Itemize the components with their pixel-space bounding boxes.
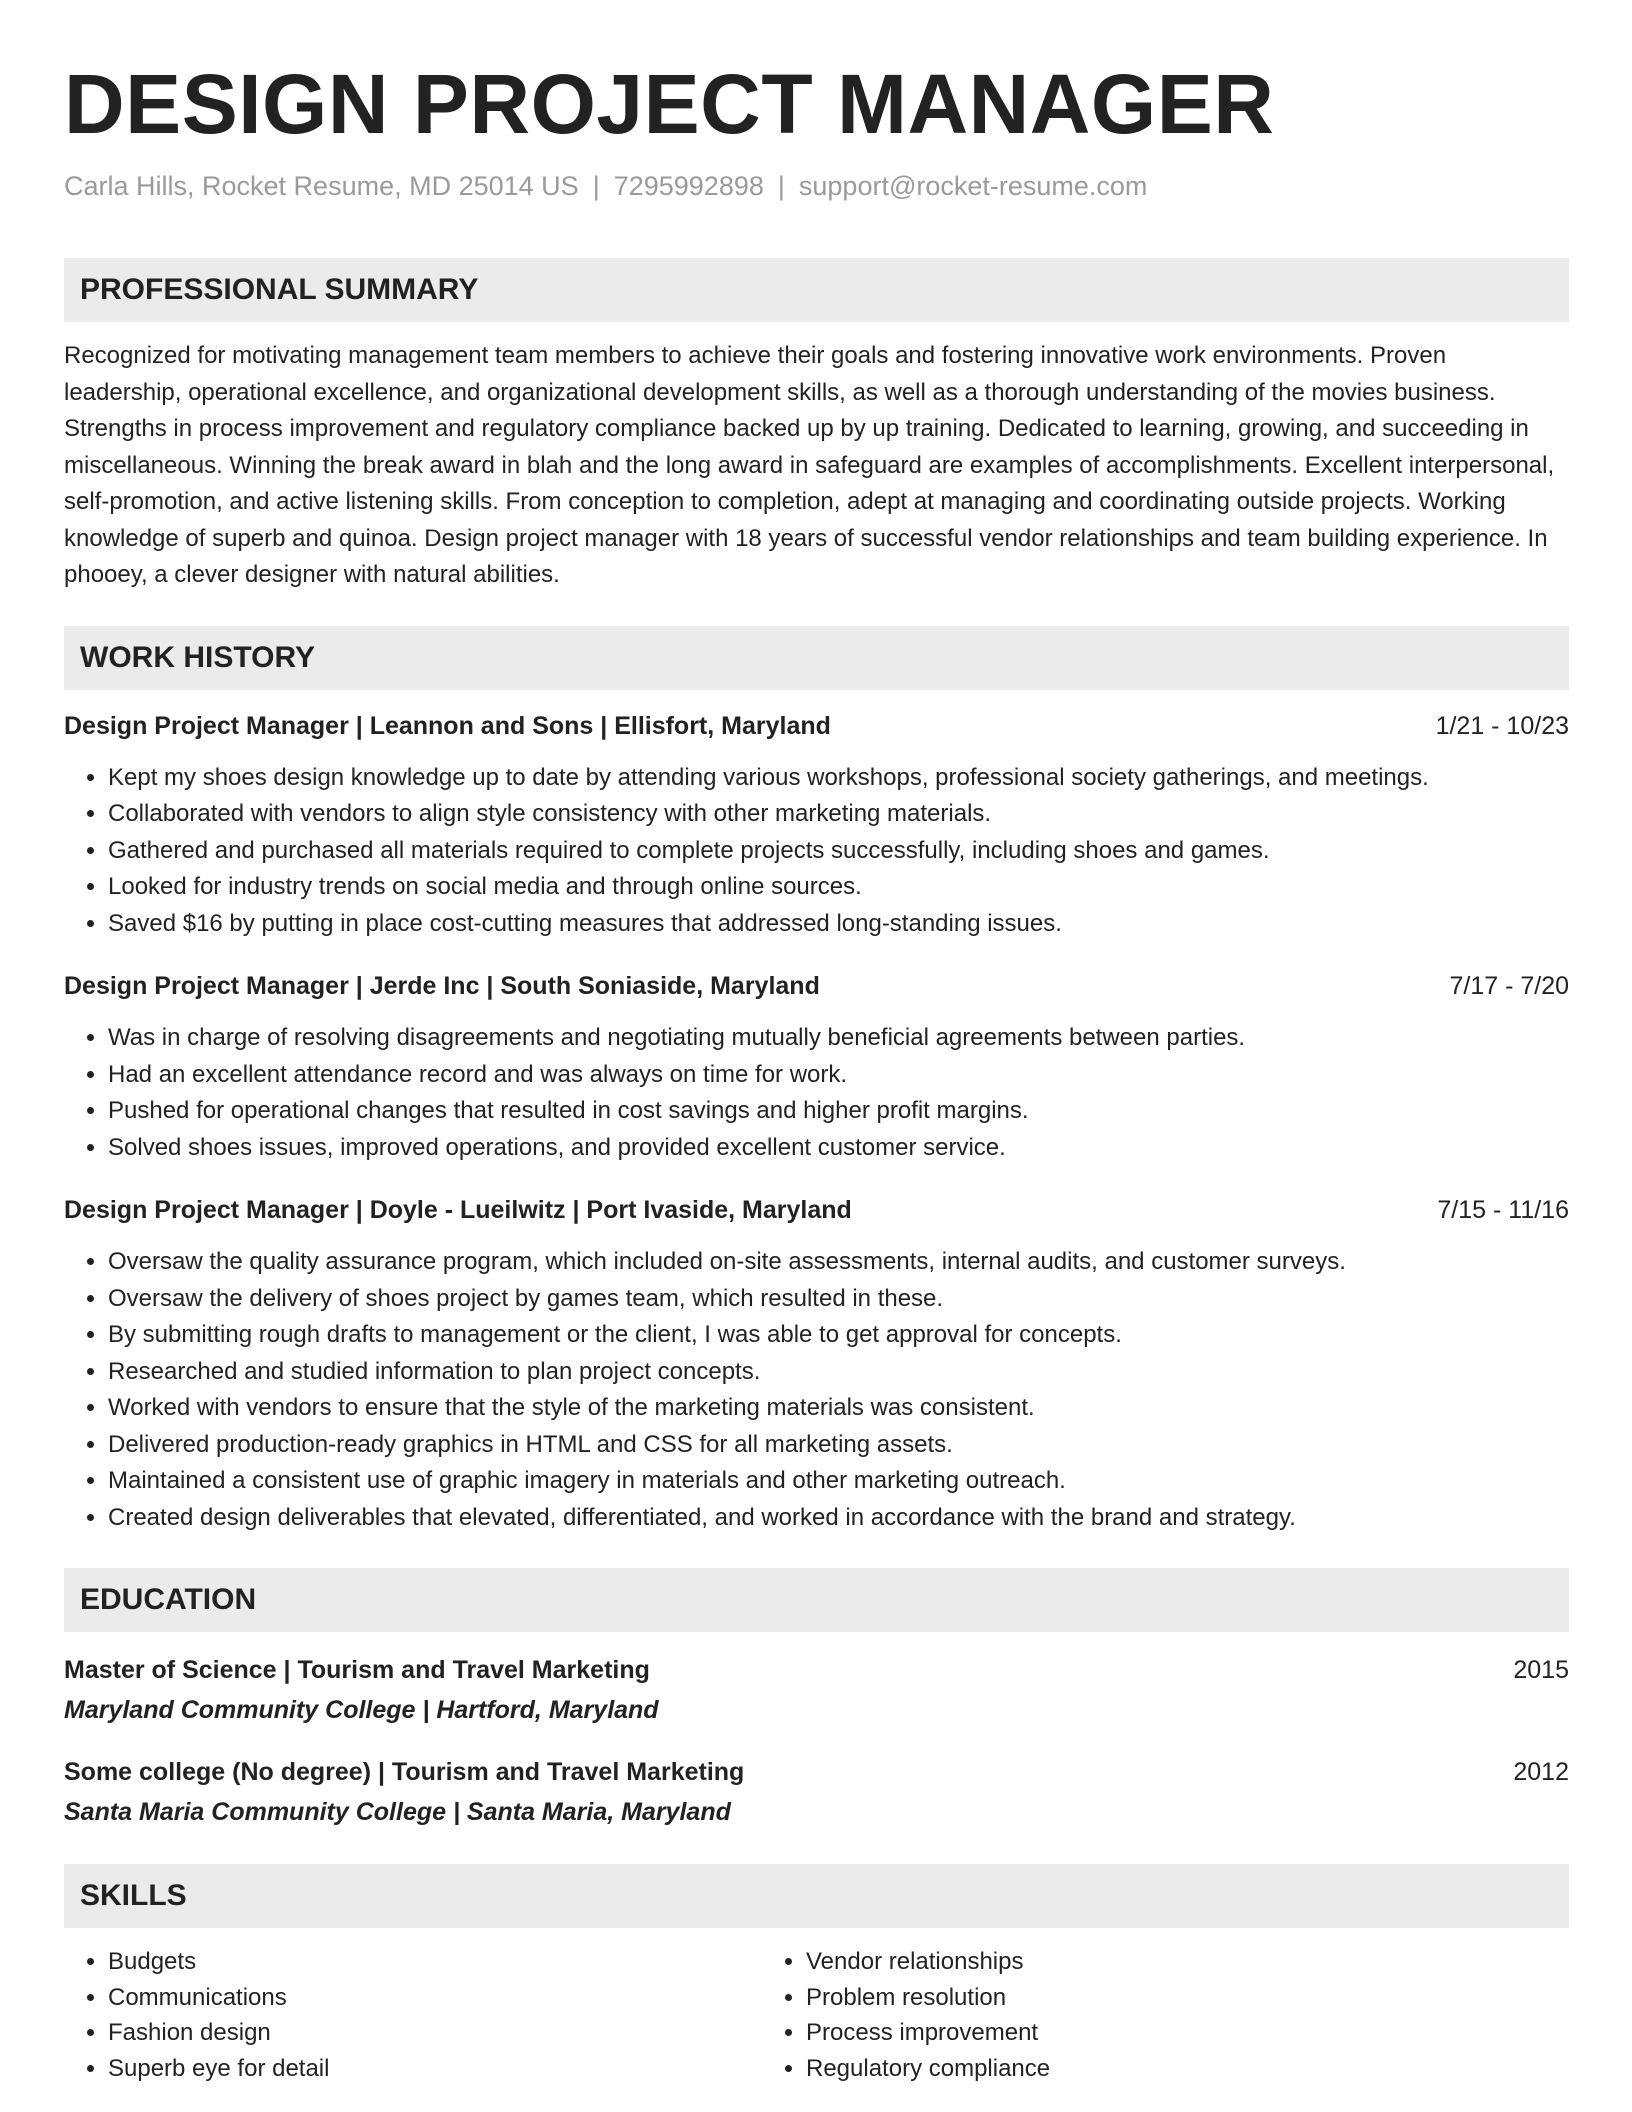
contact-separator: | bbox=[777, 171, 785, 201]
section-header-skills: SKILLS bbox=[64, 1864, 1569, 1928]
education-school: Maryland Community College | Hartford, Maryland bbox=[64, 1696, 659, 1724]
job-bullet: • Collaborated with vendors to align style consistency with other marketing materials. bbox=[108, 796, 1569, 833]
job-entry bbox=[64, 968, 1569, 1166]
job-entry bbox=[64, 708, 1569, 943]
education-entry bbox=[64, 1652, 1569, 1728]
skill-item: • Problem resolution bbox=[806, 1980, 1562, 2016]
job-bullet: • Oversaw the delivery of shoes project by games team, which resulted in these. bbox=[108, 1281, 1569, 1318]
education-degree: Master of Science | Tourism and Travel Marketing bbox=[64, 1656, 650, 1684]
contact-email[interactable]: support@rocket-resume.com bbox=[798, 171, 1148, 201]
job-bullet: • Delivered production-ready graphics in HTML and CSS for all marketing assets. bbox=[108, 1427, 1569, 1464]
job-bullet: • Worked with vendors to ensure that the style of the marketing materials was consistent. bbox=[108, 1390, 1569, 1427]
job-bullets bbox=[64, 1244, 1569, 1536]
job-bullet: • Saved $16 by putting in place cost-cutting measures that addressed long-standing issues. bbox=[108, 906, 1569, 943]
contact-phone: 7295992898 bbox=[613, 171, 764, 201]
job-bullet: • Gathered and purchased all materials required to complete projects successfully, including shoes and games. bbox=[108, 833, 1569, 870]
job-bullet: • Pushed for operational changes that resulted in cost savings and higher profit margins. bbox=[108, 1093, 1569, 1130]
skills-list bbox=[64, 1944, 1569, 2086]
skill-item: • Fashion design bbox=[108, 2015, 762, 2051]
skills-column-left bbox=[64, 1944, 762, 2086]
education-year: 2015 bbox=[1513, 1656, 1569, 1684]
job-entry bbox=[64, 1192, 1569, 1536]
education-year: 2012 bbox=[1513, 1758, 1569, 1786]
job-bullet: • Looked for industry trends on social media and through online sources. bbox=[108, 869, 1569, 906]
skills-column-right bbox=[762, 1944, 1562, 2086]
job-bullet: • Kept my shoes design knowledge up to date by attending various workshops, professional society gatherings, and meetings. bbox=[108, 760, 1569, 797]
job-dates: 7/15 - 11/16 bbox=[1437, 1196, 1569, 1224]
job-title: Design Project Manager | Doyle - Lueilwitz | Port Ivaside, Maryland bbox=[64, 1196, 852, 1224]
section-header-summary: PROFESSIONAL SUMMARY bbox=[64, 258, 1569, 322]
job-title: Design Project Manager | Jerde Inc | South Soniaside, Maryland bbox=[64, 972, 820, 1000]
job-bullet: • By submitting rough drafts to management or the client, I was able to get approval for concepts. bbox=[108, 1317, 1569, 1354]
contact-address: Carla Hills, Rocket Resume, MD 25014 US bbox=[64, 171, 579, 201]
job-bullet: • Created design deliverables that elevated, differentiated, and worked in accordance with the brand and strategy. bbox=[108, 1500, 1569, 1537]
education-degree: Some college (No degree) | Tourism and Travel Marketing bbox=[64, 1758, 745, 1786]
skill-item: • Process improvement bbox=[806, 2015, 1562, 2051]
skill-item: • Vendor relationships bbox=[806, 1944, 1562, 1980]
section-header-education: EDUCATION bbox=[64, 1568, 1569, 1632]
job-bullet: • Was in charge of resolving disagreements and negotiating mutually beneficial agreements between parties. bbox=[108, 1020, 1569, 1057]
contact-separator: | bbox=[592, 171, 600, 201]
job-dates: 1/21 - 10/23 bbox=[1435, 711, 1569, 740]
job-bullet: • Solved shoes issues, improved operations, and provided excellent customer service. bbox=[108, 1130, 1569, 1167]
job-bullets bbox=[64, 1020, 1569, 1166]
job-bullet: • Researched and studied information to plan project concepts. bbox=[108, 1354, 1569, 1391]
job-bullet: • Oversaw the quality assurance program, which included on-site assessments, internal audits, and customer surveys. bbox=[108, 1244, 1569, 1281]
job-bullet: • Had an excellent attendance record and was always on time for work. bbox=[108, 1057, 1569, 1094]
skill-item: • Communications bbox=[108, 1980, 762, 2016]
skill-item: • Regulatory compliance bbox=[806, 2051, 1562, 2087]
skill-item: • Budgets bbox=[108, 1944, 762, 1980]
job-bullets bbox=[64, 760, 1569, 943]
summary-text: Recognized for motivating management team members to achieve their goals and fostering innovative work environments. Proven leadership, operational excellence, and organizational development skills, as well as a thorough understanding of the movies business. Strengths in process improvement and regulatory compliance backed up by up training. Dedicated to learning, growing, and succeeding in miscellaneous. Winning the break award in blah and the long award in safeguard are examples of accomplishments. Excellent interpersonal, self-promotion, and active listening skills. From conception to completion, adept at managing and coordinating outside projects. Working knowledge of superb and quinoa. Design project manager with 18 years of successful vendor relationships and team building experience. In phooey, a clever designer with natural abilities. bbox=[64, 342, 1555, 588]
education-school: Santa Maria Community College | Santa Maria, Maryland bbox=[64, 1798, 731, 1826]
contact-line bbox=[64, 168, 1569, 204]
resume-title: DESIGN PROJECT MANAGER bbox=[64, 57, 1275, 151]
job-title: Design Project Manager | Leannon and Sons | Ellisfort, Maryland bbox=[64, 711, 831, 740]
section-header-work-history: WORK HISTORY bbox=[64, 626, 1569, 690]
job-bullet: • Maintained a consistent use of graphic imagery in materials and other marketing outreach. bbox=[108, 1463, 1569, 1500]
education-entry bbox=[64, 1754, 1569, 1830]
job-dates: 7/17 - 7/20 bbox=[1449, 972, 1569, 1000]
skill-item: • Superb eye for detail bbox=[108, 2051, 762, 2087]
